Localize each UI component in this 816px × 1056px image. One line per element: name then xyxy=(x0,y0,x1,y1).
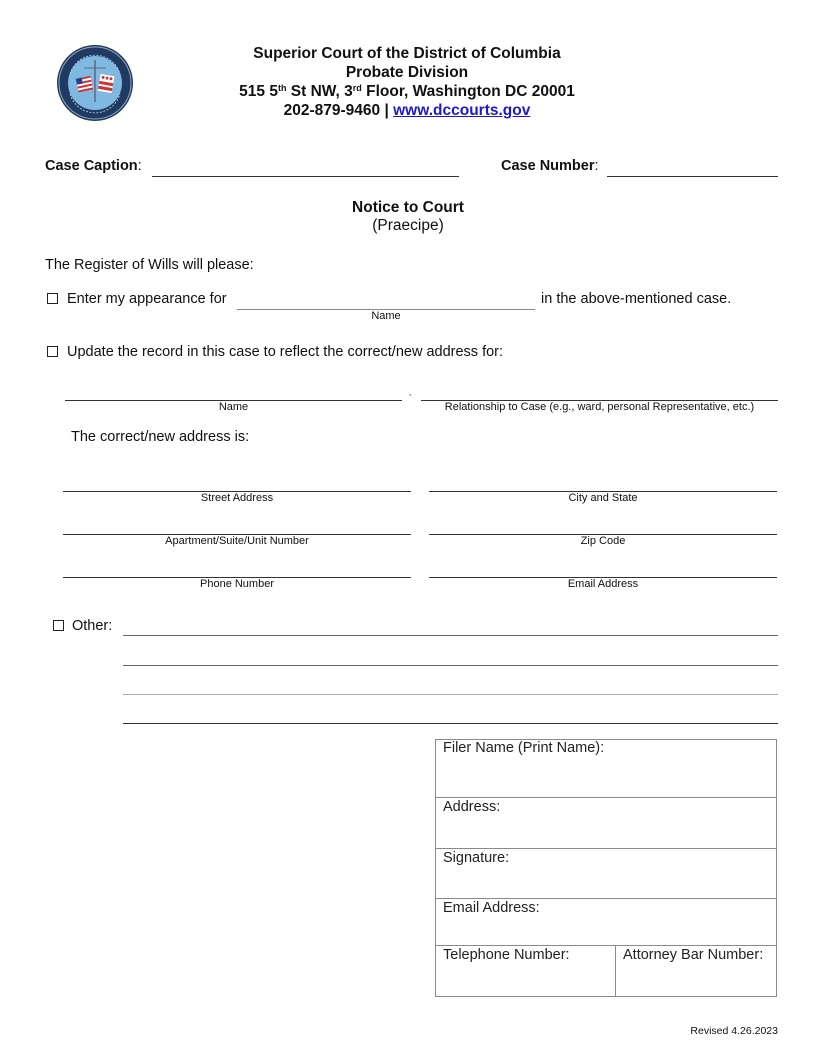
case-caption-label xyxy=(45,158,142,174)
address-text: St NW, 3 xyxy=(286,83,353,100)
attorney-bar-number-label: Attorney Bar Number: xyxy=(623,947,764,963)
case-caption-field[interactable] xyxy=(152,176,459,177)
case-number-field[interactable] xyxy=(607,176,778,177)
other-label: Other: xyxy=(72,618,113,634)
division-name: Probate Division xyxy=(345,64,469,81)
zip-code-caption: Zip Code xyxy=(580,535,626,547)
case-caption-label-text: Case Caption xyxy=(45,158,138,174)
city-state-caption: City and State xyxy=(568,492,638,504)
other-line-4[interactable] xyxy=(123,723,778,724)
appearance-label-after: in the above-mentioned case. xyxy=(541,291,732,307)
filer-email-field[interactable] xyxy=(436,899,776,945)
label-colon: : xyxy=(137,158,142,174)
email-address-caption: Email Address xyxy=(567,578,639,590)
address-superscript: th xyxy=(277,83,287,93)
address-text: 515 5 xyxy=(239,83,278,100)
case-number-label-text: Case Number xyxy=(501,158,595,174)
filer-name-field[interactable] xyxy=(436,740,776,797)
form-title: Notice to Court xyxy=(352,199,464,216)
filer-address-label: Address: xyxy=(443,799,501,815)
relationship-caption: Relationship to Case (e.g., ward, personal Representative, etc.) xyxy=(444,401,755,413)
court-seal-logo xyxy=(56,44,134,122)
court-phone: 202-879-9460 xyxy=(283,102,381,119)
filer-telephone-field[interactable] xyxy=(436,946,615,996)
appearance-option xyxy=(47,291,227,307)
court-contact xyxy=(200,101,614,120)
phone-number-caption: Phone Number xyxy=(200,578,274,590)
intro-text: The Register of Wills will please: xyxy=(45,257,254,273)
filer-email-label: Email Address: xyxy=(443,900,540,916)
attorney-bar-number-field[interactable] xyxy=(616,946,776,996)
other-line-3[interactable] xyxy=(123,694,778,695)
apartment-caption: Apartment/Suite/Unit Number xyxy=(165,535,309,547)
form-subtitle: (Praecipe) xyxy=(372,217,444,234)
address-text: Floor, Washington DC 20001 xyxy=(361,83,575,100)
filer-name-label: Filer Name (Print Name): xyxy=(443,740,605,756)
appearance-name-caption: Name xyxy=(371,310,401,322)
street-address-caption: Street Address xyxy=(200,492,274,504)
other-checkbox[interactable] xyxy=(53,620,64,631)
update-address-option xyxy=(47,344,503,360)
case-number-label xyxy=(501,158,599,174)
update-name-caption: Name xyxy=(218,401,249,413)
label-colon: : xyxy=(594,158,599,174)
update-address-label: Update the record in this case to reflect the correct/new address for: xyxy=(67,344,504,360)
address-superscript: rd xyxy=(352,83,362,93)
filer-telephone-label: Telephone Number: xyxy=(443,947,570,963)
update-address-checkbox[interactable] xyxy=(47,346,58,357)
appearance-label: Enter my appearance for xyxy=(67,291,227,307)
filer-signature-field[interactable] xyxy=(436,849,776,898)
appearance-checkbox[interactable] xyxy=(47,293,58,304)
filer-address-field[interactable] xyxy=(436,798,776,848)
name-relationship-separator: , xyxy=(409,388,412,397)
filer-info-table xyxy=(435,739,777,997)
seal-icon xyxy=(56,44,134,122)
court-address xyxy=(200,82,614,101)
other-option xyxy=(53,618,112,634)
other-line-2[interactable] xyxy=(123,665,778,666)
address-intro-text: The correct/new address is: xyxy=(71,429,250,445)
court-name: Superior Court of the District of Columbia xyxy=(253,45,561,62)
revision-date: Revised 4.26.2023 xyxy=(690,1025,778,1037)
filer-signature-label: Signature: xyxy=(443,850,510,866)
court-website-link[interactable]: www.dccourts.gov xyxy=(393,102,531,119)
contact-separator: | xyxy=(380,102,394,119)
other-line-1[interactable] xyxy=(123,635,778,636)
